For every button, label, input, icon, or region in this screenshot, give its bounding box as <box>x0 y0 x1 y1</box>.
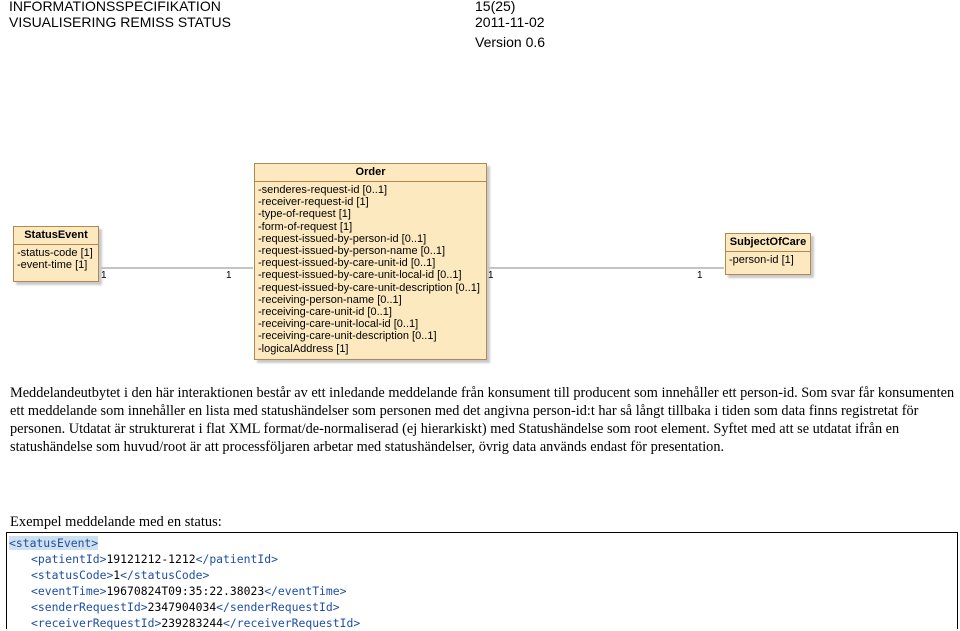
multiplicity-subjectofcare: 1 <box>697 270 703 281</box>
order-class <box>254 163 487 360</box>
xml-tag: <statusEvent> <box>9 536 99 550</box>
doc-version: Version 0.6 <box>475 34 546 50</box>
code-line: <statusCode>1</statusCode> <box>31 568 210 582</box>
xml-code-block <box>6 532 958 629</box>
xml-tag-name: eventTime <box>37 584 100 598</box>
attribute: -form-of-request [1] <box>258 220 353 233</box>
xml-tag-name: patientId <box>209 552 272 566</box>
subjectofcare-attributes <box>726 252 810 268</box>
code-line-root <box>7 535 957 551</box>
code-line: <senderRequestId>2347904034</senderRequestId> <box>31 600 340 614</box>
xml-tag-name: senderRequestId <box>229 600 333 614</box>
attribute: -person-id [1] <box>729 254 794 266</box>
doc-date: 2011-11-02 <box>475 14 545 30</box>
xml-value: 1 <box>113 568 121 582</box>
code-line: <patientId>19121212-1212</patientId> <box>31 552 278 566</box>
multiplicity-order-left: 1 <box>226 270 232 281</box>
page-number: 15(25) <box>475 0 516 14</box>
description-paragraph <box>10 384 955 456</box>
attribute: -request-issued-by-person-id [0..1] <box>258 232 427 245</box>
xml-tag-name: statusCode <box>133 568 203 582</box>
attribute: -receiver-request-id [1] <box>258 196 369 209</box>
xml-tag-name: receiverRequestId <box>37 616 155 630</box>
xml-tag-name: patientId <box>37 552 100 566</box>
attribute: -status-code [1] <box>17 247 93 259</box>
statusevent-class-title: StatusEvent <box>14 227 98 245</box>
attribute: -request-issued-by-care-unit-description [0..1] <box>258 281 480 294</box>
attribute: -type-of-request [1] <box>258 208 351 221</box>
paragraph-text: Meddelandeutbytet i den här interaktionen består av ett inledande meddelande från konsument till producent som innehåller ett person-id. Som svar får konsumenten ett meddelande som innehåller en lista med statushändelser som personen med det angivna person-id:t har så långt tillbaka i tiden som data finns registretat för personen. Utdatat är strukturerat i flat XML format/de-normaliserad (ej hierarkiskt) med Statushändelse som root element. Syftet med att se utdatat ifrån en statushändelse som huvud/root är att processföljaren arbetar med statushändelser, övrig data används endast för presentation. <box>10 385 955 456</box>
xml-tag-name: senderRequestId <box>37 600 141 614</box>
code-line: <receiverRequestId>239283244</receiverRequestId> <box>31 616 361 630</box>
attribute: -event-time [1] <box>17 259 88 272</box>
attribute: -receiving-person-name [0..1] <box>258 293 402 306</box>
attribute: -request-issued-by-care-unit-local-id [0..1] <box>258 269 462 282</box>
attribute: -request-issued-by-care-unit-id [0..1] <box>258 257 436 270</box>
xml-value: 239283244 <box>161 616 224 630</box>
example-heading: Exempel meddelande med en status: <box>10 514 222 530</box>
attribute: -logicalAddress [1] <box>258 342 349 355</box>
attribute: -request-issued-by-person-name [0..1] <box>258 245 446 258</box>
xml-tag-name: receiverRequestId <box>236 616 354 630</box>
attribute: -receiving-care-unit-description [0..1] <box>258 330 437 343</box>
doc-title-line2: VISUALISERING REMISS STATUS <box>9 14 231 30</box>
xml-value: 19670824T09:35:22.38023 <box>106 584 265 598</box>
xml-value: 19121212-1212 <box>106 552 196 566</box>
xml-value: 2347904034 <box>147 600 217 614</box>
multiplicity-statusevent: 1 <box>101 270 107 281</box>
attribute: -senderes-request-id [0..1] <box>258 184 388 196</box>
subjectofcare-class-title: SubjectOfCare <box>726 234 810 252</box>
xml-tag-name: eventTime <box>277 584 340 598</box>
multiplicity-order-right: 1 <box>488 270 494 281</box>
statusevent-class <box>13 226 99 282</box>
code-line: <eventTime>19670824T09:35:22.38023</eventTime> <box>31 584 347 598</box>
subjectofcare-class <box>725 233 811 275</box>
attribute: -receiving-care-unit-id [0..1] <box>258 306 392 319</box>
statusevent-attributes <box>14 245 98 273</box>
order-attributes <box>255 182 486 357</box>
doc-title-line1: INFORMATIONSSPECIFIKATION <box>9 0 221 14</box>
order-class-title: Order <box>255 164 486 182</box>
xml-tag-name: statusCode <box>37 568 107 582</box>
attribute: -receiving-care-unit-local-id [0..1] <box>258 318 419 331</box>
xml-tag-name: statusEvent <box>15 536 92 550</box>
